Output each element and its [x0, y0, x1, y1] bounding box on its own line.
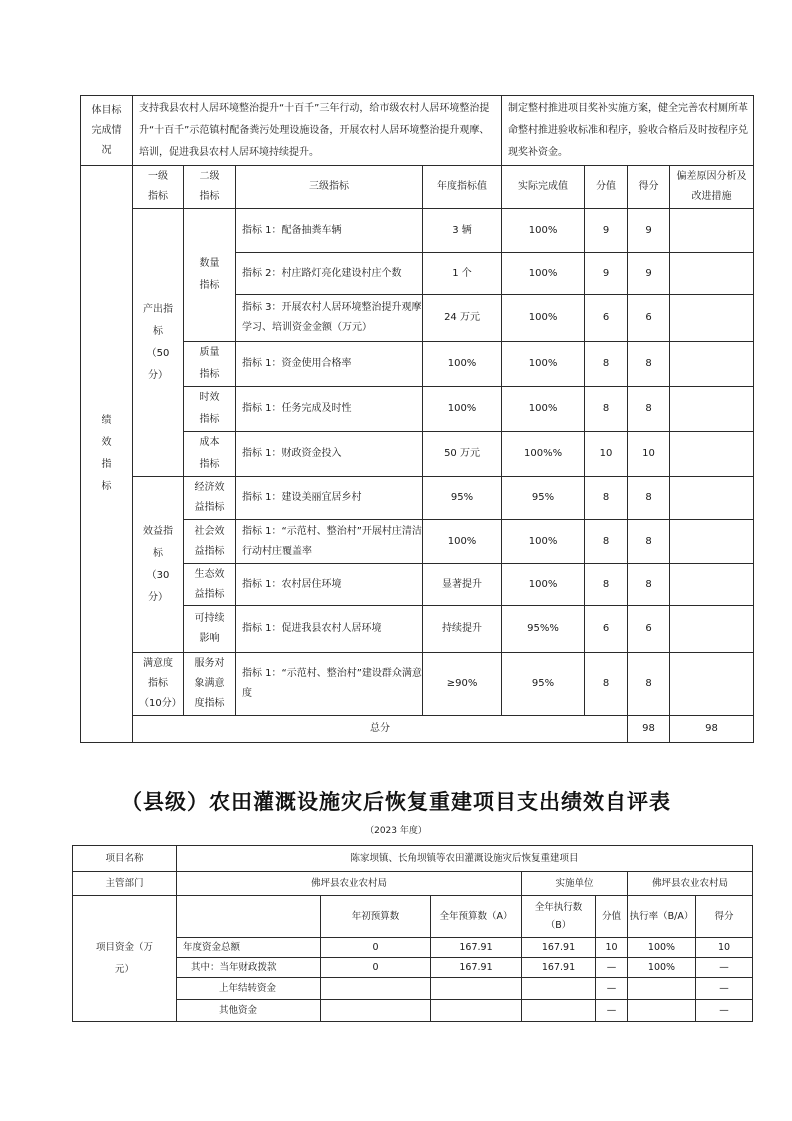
fund-row-label: 其中：当年财政拨款: [177, 958, 321, 978]
project-name: 陈家坝镇、长角坝镇等农田灌溉设施灾后恢复重建项目: [177, 846, 753, 872]
row-got: 6: [628, 606, 670, 653]
group-output: 产出指标（50分）: [133, 209, 184, 477]
goal-label: 体目标完成情况: [81, 96, 133, 166]
col-score: 分值: [596, 896, 628, 938]
row-score: 8: [585, 520, 628, 564]
fund-rate: [628, 978, 696, 1000]
sub-time: 时效指标: [184, 387, 236, 432]
row-reason: [670, 342, 754, 387]
sub-social: 社会效益指标: [184, 520, 236, 564]
header-got: 得分: [628, 166, 670, 209]
row-name: 指标 1：资金使用合格率: [236, 342, 423, 387]
row-name: 指标 1：“示范村、整治村”建设群众满意度: [236, 653, 423, 716]
row-score: 10: [585, 432, 628, 477]
row-target: 100%: [423, 342, 502, 387]
row-reason: [670, 295, 754, 342]
group-effect: 效益指标（30分）: [133, 477, 184, 653]
row-target: 持续提升: [423, 606, 502, 653]
row-name: 指标 1：“示范村、整治村”开展村庄清洁行动村庄覆盖率: [236, 520, 423, 564]
row-actual: 100%%: [502, 432, 585, 477]
fund-initial: [321, 1000, 431, 1022]
row-actual: 100%: [502, 295, 585, 342]
row-target: 100%: [423, 520, 502, 564]
row-score: 8: [585, 477, 628, 520]
row-got: 8: [628, 653, 670, 716]
fund-initial: 0: [321, 938, 431, 958]
fund-exec: 167.91: [522, 938, 596, 958]
fund-score: —: [596, 958, 628, 978]
header-level2: 二级指标: [184, 166, 236, 209]
fund-score: 10: [596, 938, 628, 958]
fund-rate: [628, 1000, 696, 1022]
row-score: 8: [585, 387, 628, 432]
col-got: 得分: [696, 896, 753, 938]
perf-indicator-label: 绩效指标: [81, 166, 133, 743]
funds-label: 项目资金（万元）: [73, 896, 177, 1022]
header-target: 年度指标值: [423, 166, 502, 209]
row-target: 95%: [423, 477, 502, 520]
header-reason: 偏差原因分析及改进措施: [670, 166, 754, 209]
fund-full: [431, 978, 522, 1000]
row-got: 8: [628, 342, 670, 387]
row-reason: [670, 209, 754, 253]
total-score: 98: [628, 716, 670, 743]
fund-exec: [522, 978, 596, 1000]
fund-full: 167.91: [431, 938, 522, 958]
row-reason: [670, 477, 754, 520]
col-blank: [177, 896, 321, 938]
row-actual: 95%%: [502, 606, 585, 653]
row-name: 指标 1：财政资金投入: [236, 432, 423, 477]
fund-rate: 100%: [628, 958, 696, 978]
row-name: 指标 1：配备抽粪车辆: [236, 209, 423, 253]
row-got: 6: [628, 295, 670, 342]
row-got: 8: [628, 387, 670, 432]
fund-score: —: [596, 1000, 628, 1022]
row-reason: [670, 606, 754, 653]
row-name: 指标 1：建设美丽宜居乡村: [236, 477, 423, 520]
row-target: 24 万元: [423, 295, 502, 342]
header-level3: 三级指标: [236, 166, 423, 209]
col-full: 全年预算数（A）: [431, 896, 522, 938]
row-actual: 100%: [502, 520, 585, 564]
row-target: ≥90%: [423, 653, 502, 716]
fund-exec: 167.91: [522, 958, 596, 978]
total-label: 总分: [133, 716, 628, 743]
fund-initial: 0: [321, 958, 431, 978]
header-level1: 一级指标: [133, 166, 184, 209]
header-score: 分值: [585, 166, 628, 209]
row-got: 9: [628, 253, 670, 295]
row-actual: 100%: [502, 387, 585, 432]
goal-text-right: 制定整村推进项目奖补实施方案，健全完善农村厕所革命整村推进验收标准和程序，验收合格后及时按程序兑现奖补资金。: [502, 96, 754, 166]
col-rate: 执行率（B/A）: [628, 896, 696, 938]
row-score: 8: [585, 342, 628, 387]
row-score: 6: [585, 606, 628, 653]
sub-econ: 经济效益指标: [184, 477, 236, 520]
sub-quantity: 数量指标: [184, 209, 236, 342]
sub-quality: 质量指标: [184, 342, 236, 387]
row-reason: [670, 253, 754, 295]
row-score: 9: [585, 209, 628, 253]
fund-score: —: [596, 978, 628, 1000]
row-name: 指标 2：村庄路灯亮化建设村庄个数: [236, 253, 423, 295]
project-funds-table: [72, 845, 753, 1022]
impl-value: 佛坪县农业农村局: [628, 872, 753, 896]
fund-got: —: [696, 958, 753, 978]
dept-label: 主管部门: [73, 872, 177, 896]
row-reason: [670, 520, 754, 564]
col-initial: 年初预算数: [321, 896, 431, 938]
sub-eco: 生态效益指标: [184, 564, 236, 606]
fund-row-label: 上年结转资金: [177, 978, 321, 1000]
row-actual: 100%: [502, 209, 585, 253]
page-title: （县级）农田灌溉设施灾后恢复重建项目支出绩效自评表: [121, 789, 671, 814]
row-reason: [670, 564, 754, 606]
performance-indicator-table: [80, 95, 754, 743]
goal-text-left: 支持我县农村人居环境整治提升“十百千”三年行动，给市级农村人居环境整治提升“十百千”示范镇村配备粪污处理设施设备，开展农村人居环境整治提升观摩、培训，促进我县农村人居环境持续提升。: [133, 96, 502, 166]
row-got: 8: [628, 520, 670, 564]
row-target: 50 万元: [423, 432, 502, 477]
row-target: 显著提升: [423, 564, 502, 606]
row-actual: 95%: [502, 653, 585, 716]
sub-cost: 成本指标: [184, 432, 236, 477]
row-actual: 95%: [502, 477, 585, 520]
project-name-label: 项目名称: [73, 846, 177, 872]
row-reason: [670, 387, 754, 432]
fund-full: 167.91: [431, 958, 522, 978]
row-actual: 100%: [502, 564, 585, 606]
page-subtitle: （2023 年度）: [365, 826, 427, 836]
dept-value: 佛坪县农业农村局: [177, 872, 522, 896]
row-score: 9: [585, 253, 628, 295]
group-satisfaction: 满意度指标（10分）: [133, 653, 184, 716]
fund-full: [431, 1000, 522, 1022]
row-got: 8: [628, 564, 670, 606]
row-got: 8: [628, 477, 670, 520]
fund-initial: [321, 978, 431, 1000]
row-name: 指标 1：任务完成及时性: [236, 387, 423, 432]
row-actual: 100%: [502, 253, 585, 295]
row-reason: [670, 653, 754, 716]
row-actual: 100%: [502, 342, 585, 387]
fund-row-label: 年度资金总额: [177, 938, 321, 958]
header-actual: 实际完成值: [502, 166, 585, 209]
row-got: 10: [628, 432, 670, 477]
col-exec: 全年执行数（B）: [522, 896, 596, 938]
fund-exec: [522, 1000, 596, 1022]
fund-got: 10: [696, 938, 753, 958]
row-target: 3 辆: [423, 209, 502, 253]
row-got: 9: [628, 209, 670, 253]
fund-row-label: 其他资金: [177, 1000, 321, 1022]
row-target: 1 个: [423, 253, 502, 295]
row-score: 8: [585, 653, 628, 716]
row-name: 指标 3：开展农村人居环境整治提升观摩学习、培训资金金额（万元）: [236, 295, 423, 342]
sub-service: 服务对象满意度指标: [184, 653, 236, 716]
row-name: 指标 1：促进我县农村人居环境: [236, 606, 423, 653]
row-target: 100%: [423, 387, 502, 432]
fund-got: —: [696, 1000, 753, 1022]
fund-rate: 100%: [628, 938, 696, 958]
row-score: 8: [585, 564, 628, 606]
row-name: 指标 1：农村居住环境: [236, 564, 423, 606]
total-got: 98: [670, 716, 754, 743]
row-reason: [670, 432, 754, 477]
sub-sustain: 可持续影响: [184, 606, 236, 653]
row-score: 6: [585, 295, 628, 342]
fund-got: —: [696, 978, 753, 1000]
impl-label: 实施单位: [522, 872, 628, 896]
